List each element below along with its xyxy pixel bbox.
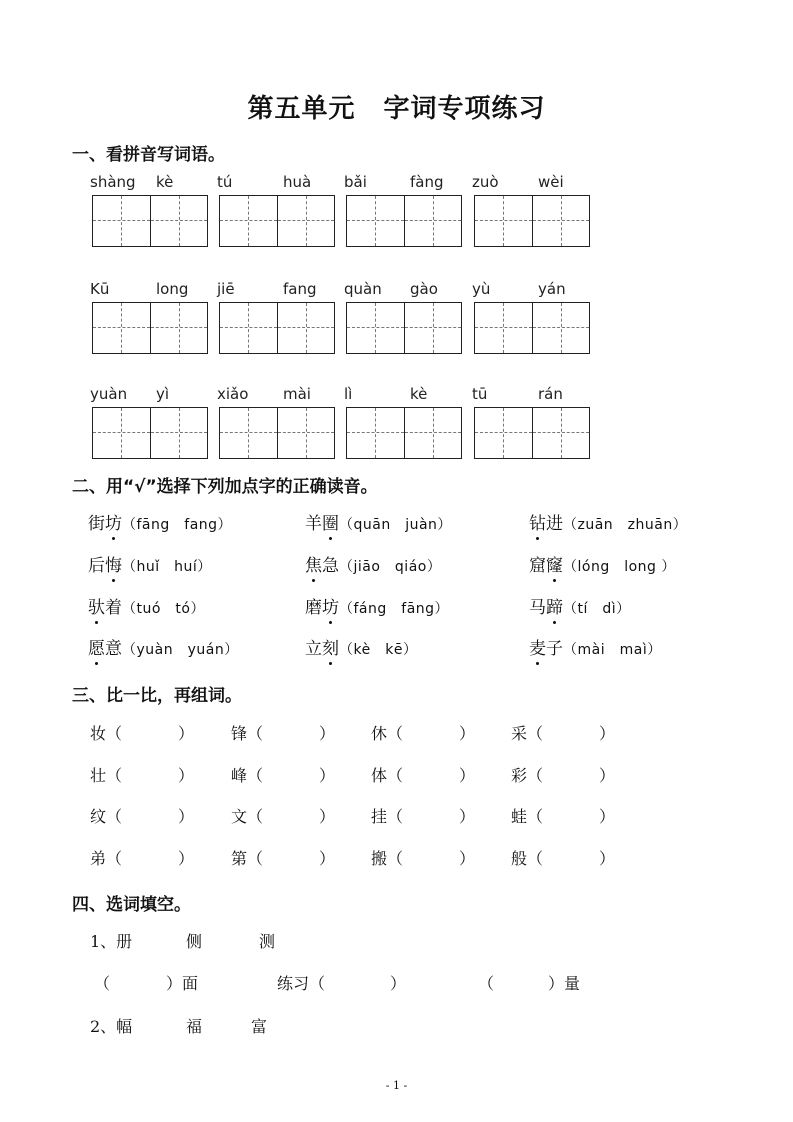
- writing-cell[interactable]: [93, 303, 150, 353]
- pinyin-syllable: yuàn: [90, 385, 128, 403]
- compare-paren-open: （: [527, 766, 544, 785]
- pinyin-syllable: fàng: [410, 173, 444, 191]
- section-3-heading: 三、比一比，再组词。: [72, 686, 242, 706]
- fill-q1-blank-c-open: （: [478, 974, 495, 993]
- compare-char: 第: [231, 849, 248, 868]
- compare-paren-open: （: [247, 849, 264, 868]
- writing-cell[interactable]: [277, 303, 334, 353]
- reading-char-dotted: 悔: [105, 551, 122, 576]
- reading-char-post: 子: [546, 639, 563, 659]
- compare-paren-open: （: [247, 807, 264, 826]
- writing-cell[interactable]: [93, 408, 150, 458]
- section-2-heading: 二、用“√”选择下列加点字的正确读音。: [72, 477, 378, 497]
- reading-char-dotted: 蹄: [546, 593, 563, 618]
- reading-char-post: 意: [105, 639, 122, 659]
- reading-char-pre: 立: [305, 639, 322, 659]
- compare-paren-close: ）: [319, 807, 336, 826]
- pinyin-syllable: tū: [472, 385, 488, 403]
- writing-grid[interactable]: [219, 407, 335, 459]
- compare-paren-open: （: [106, 807, 123, 826]
- writing-cell[interactable]: [404, 408, 461, 458]
- fill-q1-blank-b-close: ）: [390, 974, 407, 993]
- page-number: - 1 -: [385, 1079, 408, 1092]
- writing-grid[interactable]: [346, 195, 462, 247]
- compare-char: 彩: [511, 766, 528, 785]
- reading-item: [305, 634, 417, 659]
- compare-char: 体: [371, 766, 388, 785]
- compare-paren-close: ）: [319, 766, 336, 785]
- compare-paren-open: （: [387, 724, 404, 743]
- reading-char-post: 急: [322, 556, 339, 576]
- pinyin-syllable: xiǎo: [217, 385, 249, 403]
- compare-paren-close: ）: [319, 724, 336, 743]
- compare-char: 弟: [90, 849, 107, 868]
- writing-cell[interactable]: [532, 408, 589, 458]
- reading-item: [529, 634, 662, 659]
- reading-options[interactable]: （jiāo qiáo）: [339, 559, 442, 575]
- compare-paren-close: ）: [459, 766, 476, 785]
- pinyin-syllable: mài: [283, 385, 311, 403]
- writing-grid[interactable]: [219, 195, 335, 247]
- pinyin-syllable: rán: [538, 385, 563, 403]
- reading-item: [305, 593, 449, 618]
- writing-cell[interactable]: [220, 196, 277, 246]
- compare-char: 锋: [231, 724, 248, 743]
- pinyin-syllable: shàng: [90, 173, 136, 191]
- compare-char: 采: [511, 724, 528, 743]
- title-unit: 第五单元: [247, 94, 356, 124]
- fill-q1-label: 1、册: [90, 932, 133, 951]
- writing-cell[interactable]: [150, 303, 207, 353]
- pinyin-syllable: long: [156, 280, 189, 298]
- reading-char-dotted: 钻: [529, 509, 546, 534]
- pinyin-syllable: tú: [217, 173, 233, 191]
- reading-item: [88, 551, 212, 576]
- compare-paren-open: （: [247, 766, 264, 785]
- reading-char-dotted: 刻: [322, 634, 339, 659]
- compare-paren-close: ）: [319, 849, 336, 868]
- compare-item: [90, 846, 194, 869]
- pinyin-syllable: zuò: [472, 173, 499, 191]
- writing-grid[interactable]: [474, 407, 590, 459]
- reading-char-dotted: 坊: [105, 509, 122, 534]
- reading-options[interactable]: （kè kē）: [339, 642, 418, 658]
- reading-options[interactable]: （yuàn yuán）: [122, 642, 239, 658]
- compare-paren-close: ）: [599, 724, 616, 743]
- writing-grid[interactable]: [474, 302, 590, 354]
- writing-cell[interactable]: [347, 408, 404, 458]
- reading-char-pre: 磨: [305, 598, 322, 618]
- compare-item: [231, 763, 335, 786]
- fill-q1-blank-c-close: ）量: [548, 974, 581, 993]
- writing-grid[interactable]: [219, 302, 335, 354]
- compare-paren-open: （: [387, 849, 404, 868]
- reading-char-dotted: 圈: [322, 509, 339, 534]
- compare-item: [511, 763, 615, 786]
- pinyin-syllable: yù: [472, 280, 491, 298]
- reading-options[interactable]: （fáng fāng）: [339, 601, 450, 617]
- fill-q2-word2: 福: [186, 1017, 203, 1036]
- compare-char: 纹: [90, 807, 107, 826]
- writing-cell[interactable]: [475, 303, 532, 353]
- reading-char-pre: 羊: [305, 514, 322, 534]
- pinyin-syllable: fang: [283, 280, 317, 298]
- reading-options[interactable]: （mài maì）: [563, 642, 662, 658]
- reading-item: [529, 509, 687, 534]
- compare-paren-open: （: [527, 724, 544, 743]
- pinyin-syllable: bǎi: [344, 173, 367, 191]
- compare-paren-close: ）: [599, 766, 616, 785]
- reading-item: [88, 593, 205, 618]
- compare-char: 般: [511, 849, 528, 868]
- compare-paren-open: （: [247, 724, 264, 743]
- pinyin-syllable: Kū: [90, 280, 110, 298]
- writing-cell[interactable]: [93, 196, 150, 246]
- writing-grid[interactable]: [92, 302, 208, 354]
- writing-grid[interactable]: [474, 195, 590, 247]
- writing-cell[interactable]: [347, 196, 404, 246]
- section-4-heading: 四、选词填空。: [72, 895, 191, 915]
- reading-char-dotted: 麦: [529, 634, 546, 659]
- compare-item: [90, 804, 194, 827]
- compare-char: 壮: [90, 766, 107, 785]
- fill-q1-blank-a-open: （: [94, 974, 111, 993]
- fill-q1-word3: 测: [259, 932, 276, 951]
- reading-char-pre: 马: [529, 598, 546, 618]
- fill-q2-label: 2、幅: [90, 1017, 133, 1036]
- pinyin-syllable: huà: [283, 173, 312, 191]
- reading-item: [88, 634, 239, 659]
- reading-options[interactable]: （huǐ huí）: [122, 559, 212, 575]
- writing-cell[interactable]: [277, 408, 334, 458]
- reading-item: [529, 551, 676, 576]
- reading-options[interactable]: （tí dì）: [563, 601, 631, 617]
- writing-cell[interactable]: [404, 196, 461, 246]
- compare-paren-open: （: [106, 766, 123, 785]
- compare-paren-open: （: [106, 849, 123, 868]
- compare-paren-open: （: [387, 766, 404, 785]
- reading-char-post: 着: [105, 598, 122, 618]
- compare-item: [90, 763, 194, 786]
- compare-item: [371, 721, 475, 744]
- compare-paren-close: ）: [459, 807, 476, 826]
- compare-char: 峰: [231, 766, 248, 785]
- writing-cell[interactable]: [220, 303, 277, 353]
- writing-cell[interactable]: [475, 196, 532, 246]
- pinyin-syllable: kè: [410, 385, 428, 403]
- reading-char-dotted: 坊: [322, 593, 339, 618]
- pinyin-syllable: lì: [344, 385, 353, 403]
- reading-options[interactable]: （fāng fang）: [122, 517, 233, 533]
- compare-item: [371, 804, 475, 827]
- fill-q2-word3: 富: [251, 1017, 268, 1036]
- pinyin-syllable: yì: [156, 385, 170, 403]
- pinyin-syllable: yán: [538, 280, 566, 298]
- reading-item: [88, 509, 232, 534]
- writing-cell[interactable]: [150, 196, 207, 246]
- reading-char-pre: 窟: [529, 556, 546, 576]
- compare-char: 搬: [371, 849, 388, 868]
- reading-char-dotted: 驮: [88, 593, 105, 618]
- compare-paren-open: （: [527, 849, 544, 868]
- compare-paren-open: （: [387, 807, 404, 826]
- compare-paren-close: ）: [459, 724, 476, 743]
- pinyin-syllable: jiē: [217, 280, 235, 298]
- compare-item: [90, 721, 194, 744]
- writing-cell[interactable]: [404, 303, 461, 353]
- compare-char: 蛙: [511, 807, 528, 826]
- compare-item: [231, 804, 335, 827]
- compare-item: [231, 721, 335, 744]
- reading-options[interactable]: （quān juàn）: [339, 517, 452, 533]
- reading-item: [305, 509, 452, 534]
- compare-item: [511, 721, 615, 744]
- compare-item: [511, 804, 615, 827]
- writing-cell[interactable]: [220, 408, 277, 458]
- compare-paren-close: ）: [178, 807, 195, 826]
- compare-char: 休: [371, 724, 388, 743]
- fill-q1-blank-b: 练习（: [277, 974, 326, 993]
- writing-cell[interactable]: [347, 303, 404, 353]
- writing-cell[interactable]: [150, 408, 207, 458]
- reading-options[interactable]: （zuān zhuān）: [563, 517, 688, 533]
- fill-q1-word2: 侧: [186, 932, 203, 951]
- reading-char-post: 进: [546, 514, 563, 534]
- writing-grid[interactable]: [92, 407, 208, 459]
- compare-item: [371, 846, 475, 869]
- compare-char: 挂: [371, 807, 388, 826]
- compare-paren-close: ）: [599, 849, 616, 868]
- writing-cell[interactable]: [277, 196, 334, 246]
- pinyin-syllable: wèi: [538, 173, 564, 191]
- page-title: [0, 88, 793, 125]
- compare-paren-close: ）: [178, 849, 195, 868]
- reading-char-pre: 后: [88, 556, 105, 576]
- compare-paren-close: ）: [459, 849, 476, 868]
- section-1-heading: 一、看拼音写词语。: [72, 145, 225, 165]
- compare-paren-close: ）: [178, 766, 195, 785]
- reading-char-dotted: 窿: [546, 551, 563, 576]
- compare-paren-close: ）: [599, 807, 616, 826]
- compare-paren-close: ）: [178, 724, 195, 743]
- writing-cell[interactable]: [532, 196, 589, 246]
- compare-char: 文: [231, 807, 248, 826]
- writing-grid[interactable]: [346, 407, 462, 459]
- compare-char: 妆: [90, 724, 107, 743]
- reading-char-dotted: 焦: [305, 551, 322, 576]
- writing-grid[interactable]: [92, 195, 208, 247]
- pinyin-syllable: kè: [156, 173, 174, 191]
- reading-item: [305, 551, 441, 576]
- writing-grid[interactable]: [346, 302, 462, 354]
- compare-paren-open: （: [527, 807, 544, 826]
- compare-item: [231, 846, 335, 869]
- reading-char-dotted: 愿: [88, 634, 105, 659]
- writing-cell[interactable]: [532, 303, 589, 353]
- reading-item: [529, 593, 631, 618]
- fill-q1-blank-a-close: ）面: [166, 974, 199, 993]
- compare-item: [511, 846, 615, 869]
- compare-paren-open: （: [106, 724, 123, 743]
- pinyin-syllable: quàn: [344, 280, 382, 298]
- reading-options[interactable]: （lóng long ）: [563, 559, 676, 575]
- writing-cell[interactable]: [475, 408, 532, 458]
- reading-options[interactable]: （tuó tó）: [122, 601, 205, 617]
- compare-item: [371, 763, 475, 786]
- pinyin-syllable: gào: [410, 280, 438, 298]
- reading-char-pre: 街: [88, 514, 105, 534]
- title-topic: 字词专项练习: [383, 94, 546, 124]
